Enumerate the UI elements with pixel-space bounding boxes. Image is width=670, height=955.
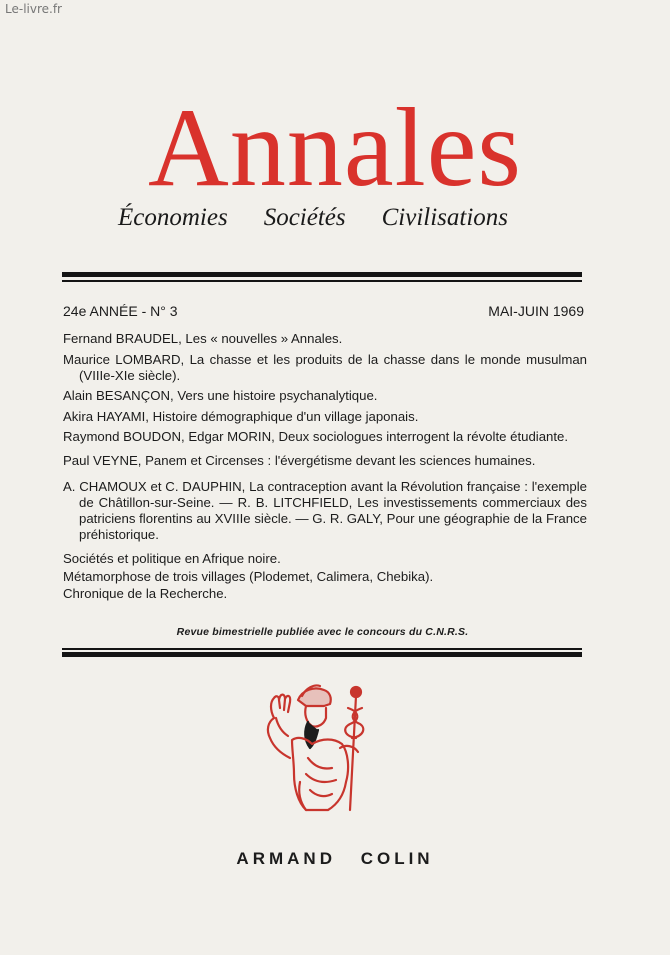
journal-subtitle <box>118 204 508 232</box>
toc-author: Akira HAYAMI, <box>63 408 149 424</box>
toc-author: Raymond BOUDON, Edgar MORIN, <box>63 429 275 444</box>
toc-title: Les « nouvelles » Annales. <box>185 331 343 346</box>
toc-title: Deux sociologues interrogent la révolte étudiante. <box>278 429 569 444</box>
publisher-name: ARMAND COLIN <box>236 849 434 868</box>
table-of-contents <box>63 331 587 604</box>
bottom-rule-thick <box>62 652 582 657</box>
journal-title: Annales <box>147 86 522 210</box>
toc-title: La contraception avant la Révolution française : l'exemple de Châtillon-sur-Seine. — R. B. LITCHFIELD, Les investissements commerciaux des patriciens florentins au XVIIIe siècle. — G. R. GALY, Pour une géographie de la France préhistorique. <box>79 479 588 542</box>
toc-title: Chronique de la Recherche. <box>63 586 228 601</box>
armand-colin-figure-icon <box>252 678 382 818</box>
toc-entry <box>63 586 587 602</box>
toc-title: Métamorphose de trois villages (Plodemet, Calimera, Chebika). <box>63 568 434 584</box>
toc-title: La chasse et les produits de la chasse dans le monde musulman (VIIIe-XIe siècle). <box>79 351 587 383</box>
toc-title: Sociétés et politique en Afrique noire. <box>63 551 281 566</box>
issue-number: 24e ANNÉE - N° 3 <box>63 303 178 319</box>
toc-title: Histoire démographique d'un village japonais. <box>152 408 419 424</box>
toc-entry <box>63 551 587 567</box>
toc-author: Paul VEYNE, <box>63 453 142 468</box>
subtitle-societes: Sociétés <box>263 204 346 231</box>
bottom-rule-thin <box>62 648 582 650</box>
issue-date: MAI-JUIN 1969 <box>488 303 584 319</box>
toc-title: Panem et Circenses : l'évergétisme devant les sciences humaines. <box>145 453 536 468</box>
toc-entry <box>63 569 587 585</box>
top-rule-thin <box>62 280 582 282</box>
toc-entry <box>63 352 587 384</box>
watermark-text: Le-livre.fr <box>5 2 62 16</box>
sponsor-note: Revue bimestrielle publiée avec le concours du C.N.R.S. <box>176 626 469 638</box>
subtitle-civilisations: Civilisations <box>381 204 509 231</box>
toc-author: Fernand BRAUDEL, <box>63 331 182 346</box>
toc-entry <box>63 479 587 543</box>
toc-entry <box>63 409 587 425</box>
toc-entry <box>63 429 587 445</box>
toc-entry <box>63 453 587 469</box>
toc-author: A. CHAMOUX et C. DAUPHIN, <box>63 479 246 494</box>
top-rule-thick <box>62 272 582 277</box>
toc-author: Maurice LOMBARD, <box>63 351 185 367</box>
subtitle-economies: Économies <box>118 204 228 231</box>
toc-author: Alain BESANÇON, <box>63 388 174 403</box>
toc-title: Vers une histoire psychanalytique. <box>177 388 378 403</box>
toc-entry <box>63 388 587 404</box>
toc-entry <box>63 331 587 347</box>
